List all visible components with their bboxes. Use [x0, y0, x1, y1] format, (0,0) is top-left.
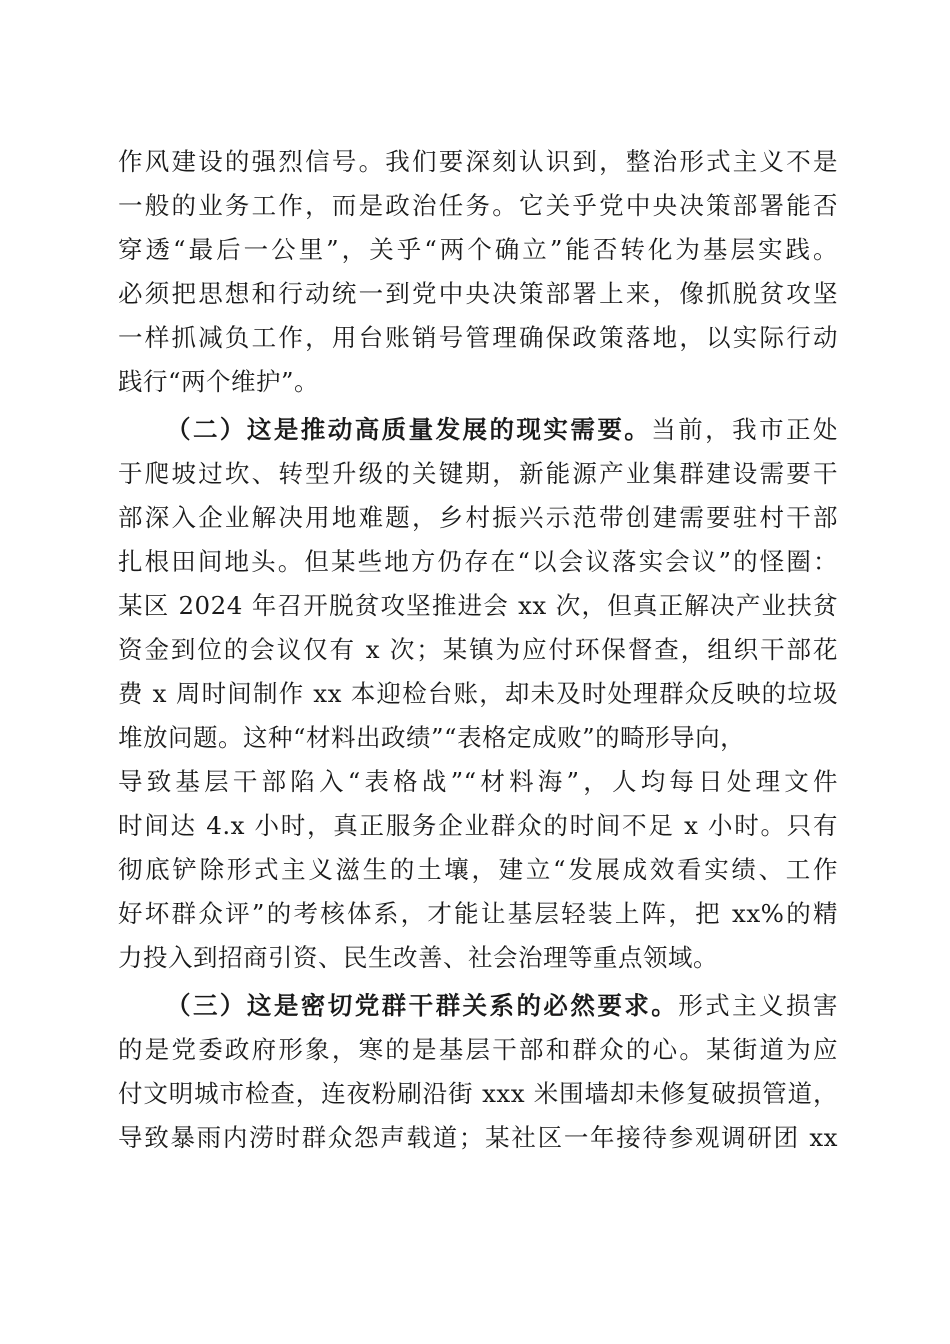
paragraph-2-line: 资金到位的会议仅有 x 次；某镇为应付环保督查，组织干部花 [118, 635, 838, 664]
paragraph-2-line: 好坏群众评”的考核体系，才能让基层轻装上阵，把 xx%的精 [118, 899, 838, 928]
paragraph-1-line: 穿透“最后一公里”，关乎“两个确立”能否转化为基层实践。 [118, 235, 838, 264]
paragraph-2-line: 堆放问题。这种“材料出政绩”“表格定成败”的畸形导向， [118, 723, 746, 752]
paragraph-2-line: 扎根田间地头。但某些地方仍存在“以会议落实会议”的怪圈： [118, 547, 838, 576]
paragraph-3-first-line-text: 形式主义损害 [678, 991, 838, 1020]
paragraph-1-line: 作风建设的强烈信号。我们要深刻认识到，整治形式主义不是 [118, 147, 838, 176]
paragraph-3-line: 的是党委政府形象，寒的是基层干部和群众的心。某街道为应 [118, 1035, 838, 1064]
paragraph-2-line: 导致基层干部陷入“表格战”“材料海”，人均每日处理文件 [118, 767, 838, 796]
paragraph-1-line: 践行“两个维护”。 [118, 367, 320, 396]
paragraph-3-first-line [166, 984, 838, 1028]
paragraph-2-first-line [166, 408, 838, 452]
paragraph-2-line: 于爬坡过坎、转型升级的关键期，新能源产业集群建设需要干 [118, 459, 838, 488]
paragraph-1-line: 一样抓减负工作，用台账销号管理确保政策落地，以实际行动 [118, 323, 838, 352]
paragraph-3-line: 付文明城市检查，连夜粉刷沿街 xxx 米围墙却未修复破损管道， [118, 1079, 838, 1108]
paragraph-2-first-line-text: 当前，我市正处 [651, 415, 838, 444]
paragraph-1-line: 必须把思想和行动统一到党中央决策部署上来，像抓脱贫攻坚 [118, 279, 838, 308]
paragraph-2-line: 彻底铲除形式主义滋生的土壤，建立“发展成效看实绩、工作 [118, 855, 838, 884]
paragraph-2-line: 费 x 周时间制作 xx 本迎检台账，却未及时处理群众反映的垃圾 [118, 679, 838, 708]
paragraph-3-line: 导致暴雨内涝时群众怨声载道；某社区一年接待参观调研团 xx [118, 1123, 838, 1152]
paragraph-1-line: 一般的业务工作，而是政治任务。它关乎党中央决策部署能否 [118, 191, 838, 220]
paragraph-2-line: 时间达 4.x 小时，真正服务企业群众的时间不足 x 小时。只有 [118, 811, 838, 840]
paragraph-2-line: 部深入企业解决用地难题，乡村振兴示范带创建需要驻村干部 [118, 503, 838, 532]
paragraph-2-heading: （二）这是推动高质量发展的现实需要。 [166, 415, 652, 444]
paragraph-2-line: 力投入到招商引资、民生改善、社会治理等重点领域。 [118, 943, 718, 972]
paragraph-2-line: 某区 2024 年召开脱贫攻坚推进会 xx 次，但真正解决产业扶贫 [118, 591, 838, 620]
paragraph-3-heading: （三）这是密切党群干群关系的必然要求。 [166, 991, 679, 1020]
